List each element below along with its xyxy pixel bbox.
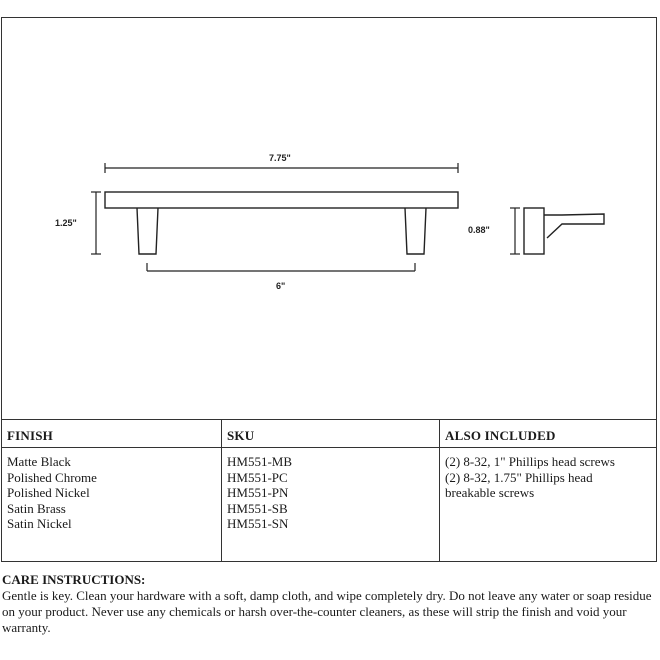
height-dimension [91,192,101,254]
overall-length-label: 7.75" [269,153,291,163]
overall-length-dimension [105,163,458,173]
list-item: (2) 8-32, 1" Phillips head screws [445,454,615,469]
height-label: 1.25" [55,218,77,228]
care-title: CARE INSTRUCTIONS: [2,572,146,587]
sku-header: SKU [222,420,440,448]
list-item: Matte Black [7,454,71,469]
list-item: Satin Brass [7,500,66,516]
pull-bar [105,192,458,208]
list-item: HM551-MB [227,454,293,469]
projection-dimension [510,208,520,254]
care-instructions [2,572,652,636]
spec-sheet-frame [1,17,657,562]
list-item: Polished Chrome [7,469,97,485]
sku-list [222,448,440,562]
list-item: HM551-PN [227,485,289,501]
spec-table [2,419,656,562]
also-included-list [440,448,656,562]
list-item: Polished Nickel [7,485,90,501]
finish-list [2,448,222,562]
center-to-center-dimension [147,263,415,271]
list-item: HM551-SN [227,516,289,532]
finish-header: FINISH [2,420,222,448]
list-item: HM551-PC [227,469,288,485]
also-included-header: ALSO INCLUDED [440,420,656,448]
side-view [524,208,604,254]
pull-drawing-svg [2,18,658,418]
list-item: breakable screws [445,485,535,501]
right-post [405,208,426,254]
care-text: Gentle is key. Clean your hardware with a soft, damp cloth, and wipe completely dry. Do not leave any water or soap residue on your product. Never use any chemicals or harsh over-the-counter cleaners, as these will strip the finish and void your warranty. [2,588,652,635]
projection-label: 0.88" [468,225,490,235]
center-to-center-label: 6" [276,281,286,291]
technical-drawing [2,18,658,418]
list-item: (2) 8-32, 1.75" Phillips head [445,469,593,485]
left-post [137,208,158,254]
list-item: HM551-SB [227,500,288,516]
list-item: Satin Nickel [7,516,72,532]
